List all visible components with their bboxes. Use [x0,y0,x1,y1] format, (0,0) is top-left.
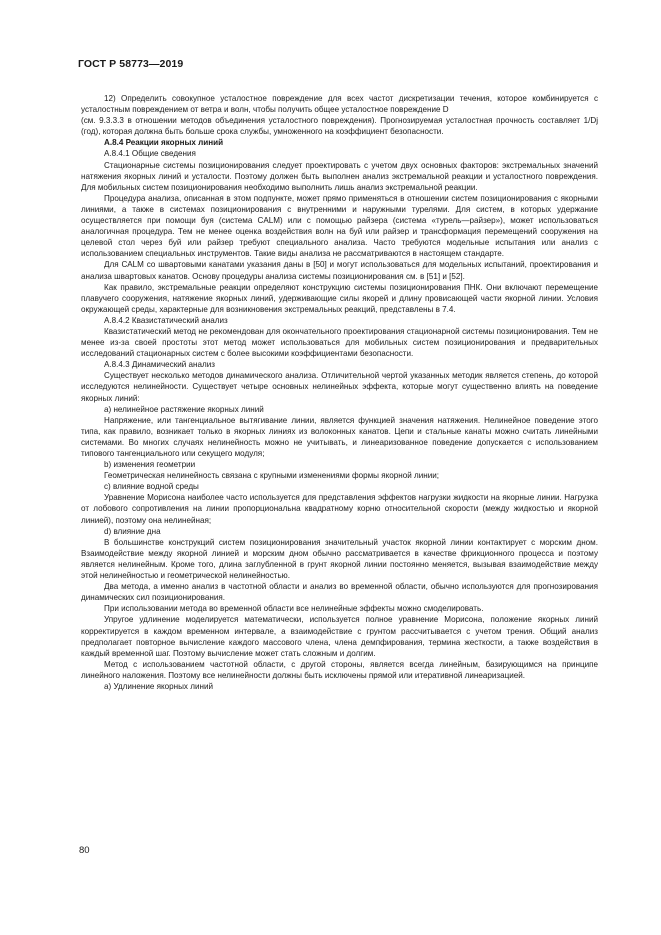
paragraph: Существует несколько методов динамического анализа. Отличительной чертой указанных методик является степень, до которой исследуются нелинейности. Существует четыре основных нелинейных эффекта, которые могут существенно влиять на поведение якорных линий: [81,371,598,403]
subsection-heading: А.8.4.1 Общие сведения [104,149,196,159]
paragraph: Стационарные системы позиционирования следует проектировать с учетом двух основных факторов: экстремальных значений натяжения якорных линий и усталости. Поэтому должен быть выполнен анализ экстремальной реакции и усталостного повреждения. Для мобильных систем позиционирования необходимо выполнить лишь анализ экстремальной реакции. [81,160,598,192]
list-item: а) Удлинение якорных линий [104,681,213,691]
paragraph: Метод с использованием частотной области, с другой стороны, является всегда линейным, базирующимся на принципе линейного наложения. Поэтому все нелинейности должны быть исключены прямой или итеративной линеаризацией. [81,659,598,680]
list-item: c) влияние водной среды [104,482,199,492]
page-number: 80 [79,845,90,856]
subsection-heading: А.8.4.2 Квазистатический анализ [104,315,228,325]
document-header: ГОСТ Р 58773—2019 [78,58,184,70]
paragraph: Напряжение, или тангенциальное вытягивание линии, является функцией значения натяжения. Нелинейное поведение этого типа, как правило, возникает только в якорных линиях из волоконных канатов. Цепи и стальные канаты можно считать линейными системами. Во многих случаях нелинейность можно не учитывать, и линеаризованное поведение допускается с использованием типового тангенциального или секущего модуля; [81,415,598,458]
paragraph: Два метода, а именно анализ в частотной области и анализ во временной области, обычно используются для прогнозирования динамических сил позиционирования. [81,582,598,603]
subsection-heading: А.8.4.3 Динамический анализ [104,360,215,370]
section-heading: А.8.4 Реакции якорных линий [104,138,224,148]
paragraph: Для CALM со швартовыми канатами указания даны в [50] и могут использоваться для модельных испытаний, проектирования и анализа швартовых канатов. Основу процедуры анализа системы позиционирования см. в [51] и [52]. [81,260,598,281]
paragraph: Как правило, экстремальные реакции определяют конструкцию системы позиционирования ПНК. Они включают перемещение плавучего сооружения, натяжение якорных линий, удерживающие силы якорей и длину провисающей части якорной линии. Условия окружающей среды, характерные для возникновения экстремальных реакций, представлены в 7.4. [81,282,598,314]
paragraph: Упругое удлинение моделируется математически, используется полное уравнение Морисона, положение якорных линий корректируется в каждом временном интервале, а взаимодействие с грунтом рассчитывается с учетом трения. Общий анализ предполагает повторное вычисление каждого массового члена, члена демпфирования, термина жесткости, а также воздействия в каждый временной шаг. Поэтому вычисление может стать сложным и долгим. [81,615,598,658]
paragraph: (см. 9.3.3.3 в отношении методов объединения усталостного повреждения). Прогнозируемая усталостная прочность составляет 1/Dj (год), которая должна быть больше срока службы, умноженного на коэффициент безопасности. [81,116,598,137]
main-text [81,93,598,692]
list-item: d) влияние дна [104,526,161,536]
paragraph: Процедура анализа, описанная в этом подпункте, может прямо применяться в отношении систем позиционирования с якорными линиями, а также в системах позиционирования с внутренними и наружными турелями. Для систем, в которых удержание осуществляется при помощи буя (система CALM) или с помощью райзера (система «турель—райзер»), может использоваться аналогичная процедура. Тем не менее оценка воздействия волн на буй или райзер и трансформация перемещений сооружения на целевой стол через буй или райзер требуют специального анализа. Часто требуются модельные испытания или анализ с использованием специальных инструментов. Такие виды анализа не рассматриваются в настоящем стандарте. [81,193,598,259]
paragraph: Геометрическая нелинейность связана с крупными изменениями формы якорной линии; [104,471,440,481]
paragraph: В большинстве конструкций систем позиционирования значительный участок якорной линии контактирует с морским дном. Взаимодействие между якорной линией и морским дном обычно рассматривается в качестве фрикционного процесса и поэтому является нелинейным. Кроме того, длина заглубленной в грунт якорной линии постоянно меняется, вызывая взаимодействие между этой нелинейностью и геометрической нелинейностью. [81,537,598,581]
paragraph: Квазистатический метод не рекомендован для окончательного проектирования стационарной системы позиционирования. Тем не менее из-за своей простоты этот метод может использоваться для мобильных систем позиционирования и предварительных исследований стационарных систем с более высокими коэффициентами безопасности. [81,326,598,359]
paragraph: 12) Определить совокупное усталостное повреждение для всех частот дискретизации течения, которое комбинируется с усталостным повреждением от ветра и волн, чтобы получить общее усталостное повреждение D [81,94,598,115]
paragraph: При использовании метода во временной области все нелинейные эффекты можно смоделировать. [104,604,484,614]
paragraph: Уравнение Морисона наиболее часто используется для представления эффектов нагрузки жидкости на якорные линии. Нагрузка от лобового сопротивления на линии пропорциональна квадратному корню относительной скорости (между жидкостью и якорной линией), поэтому она нелинейная; [81,493,598,525]
list-item: а) нелинейное растяжение якорных линий [104,404,264,414]
list-item: b) изменения геометрии [104,460,196,470]
